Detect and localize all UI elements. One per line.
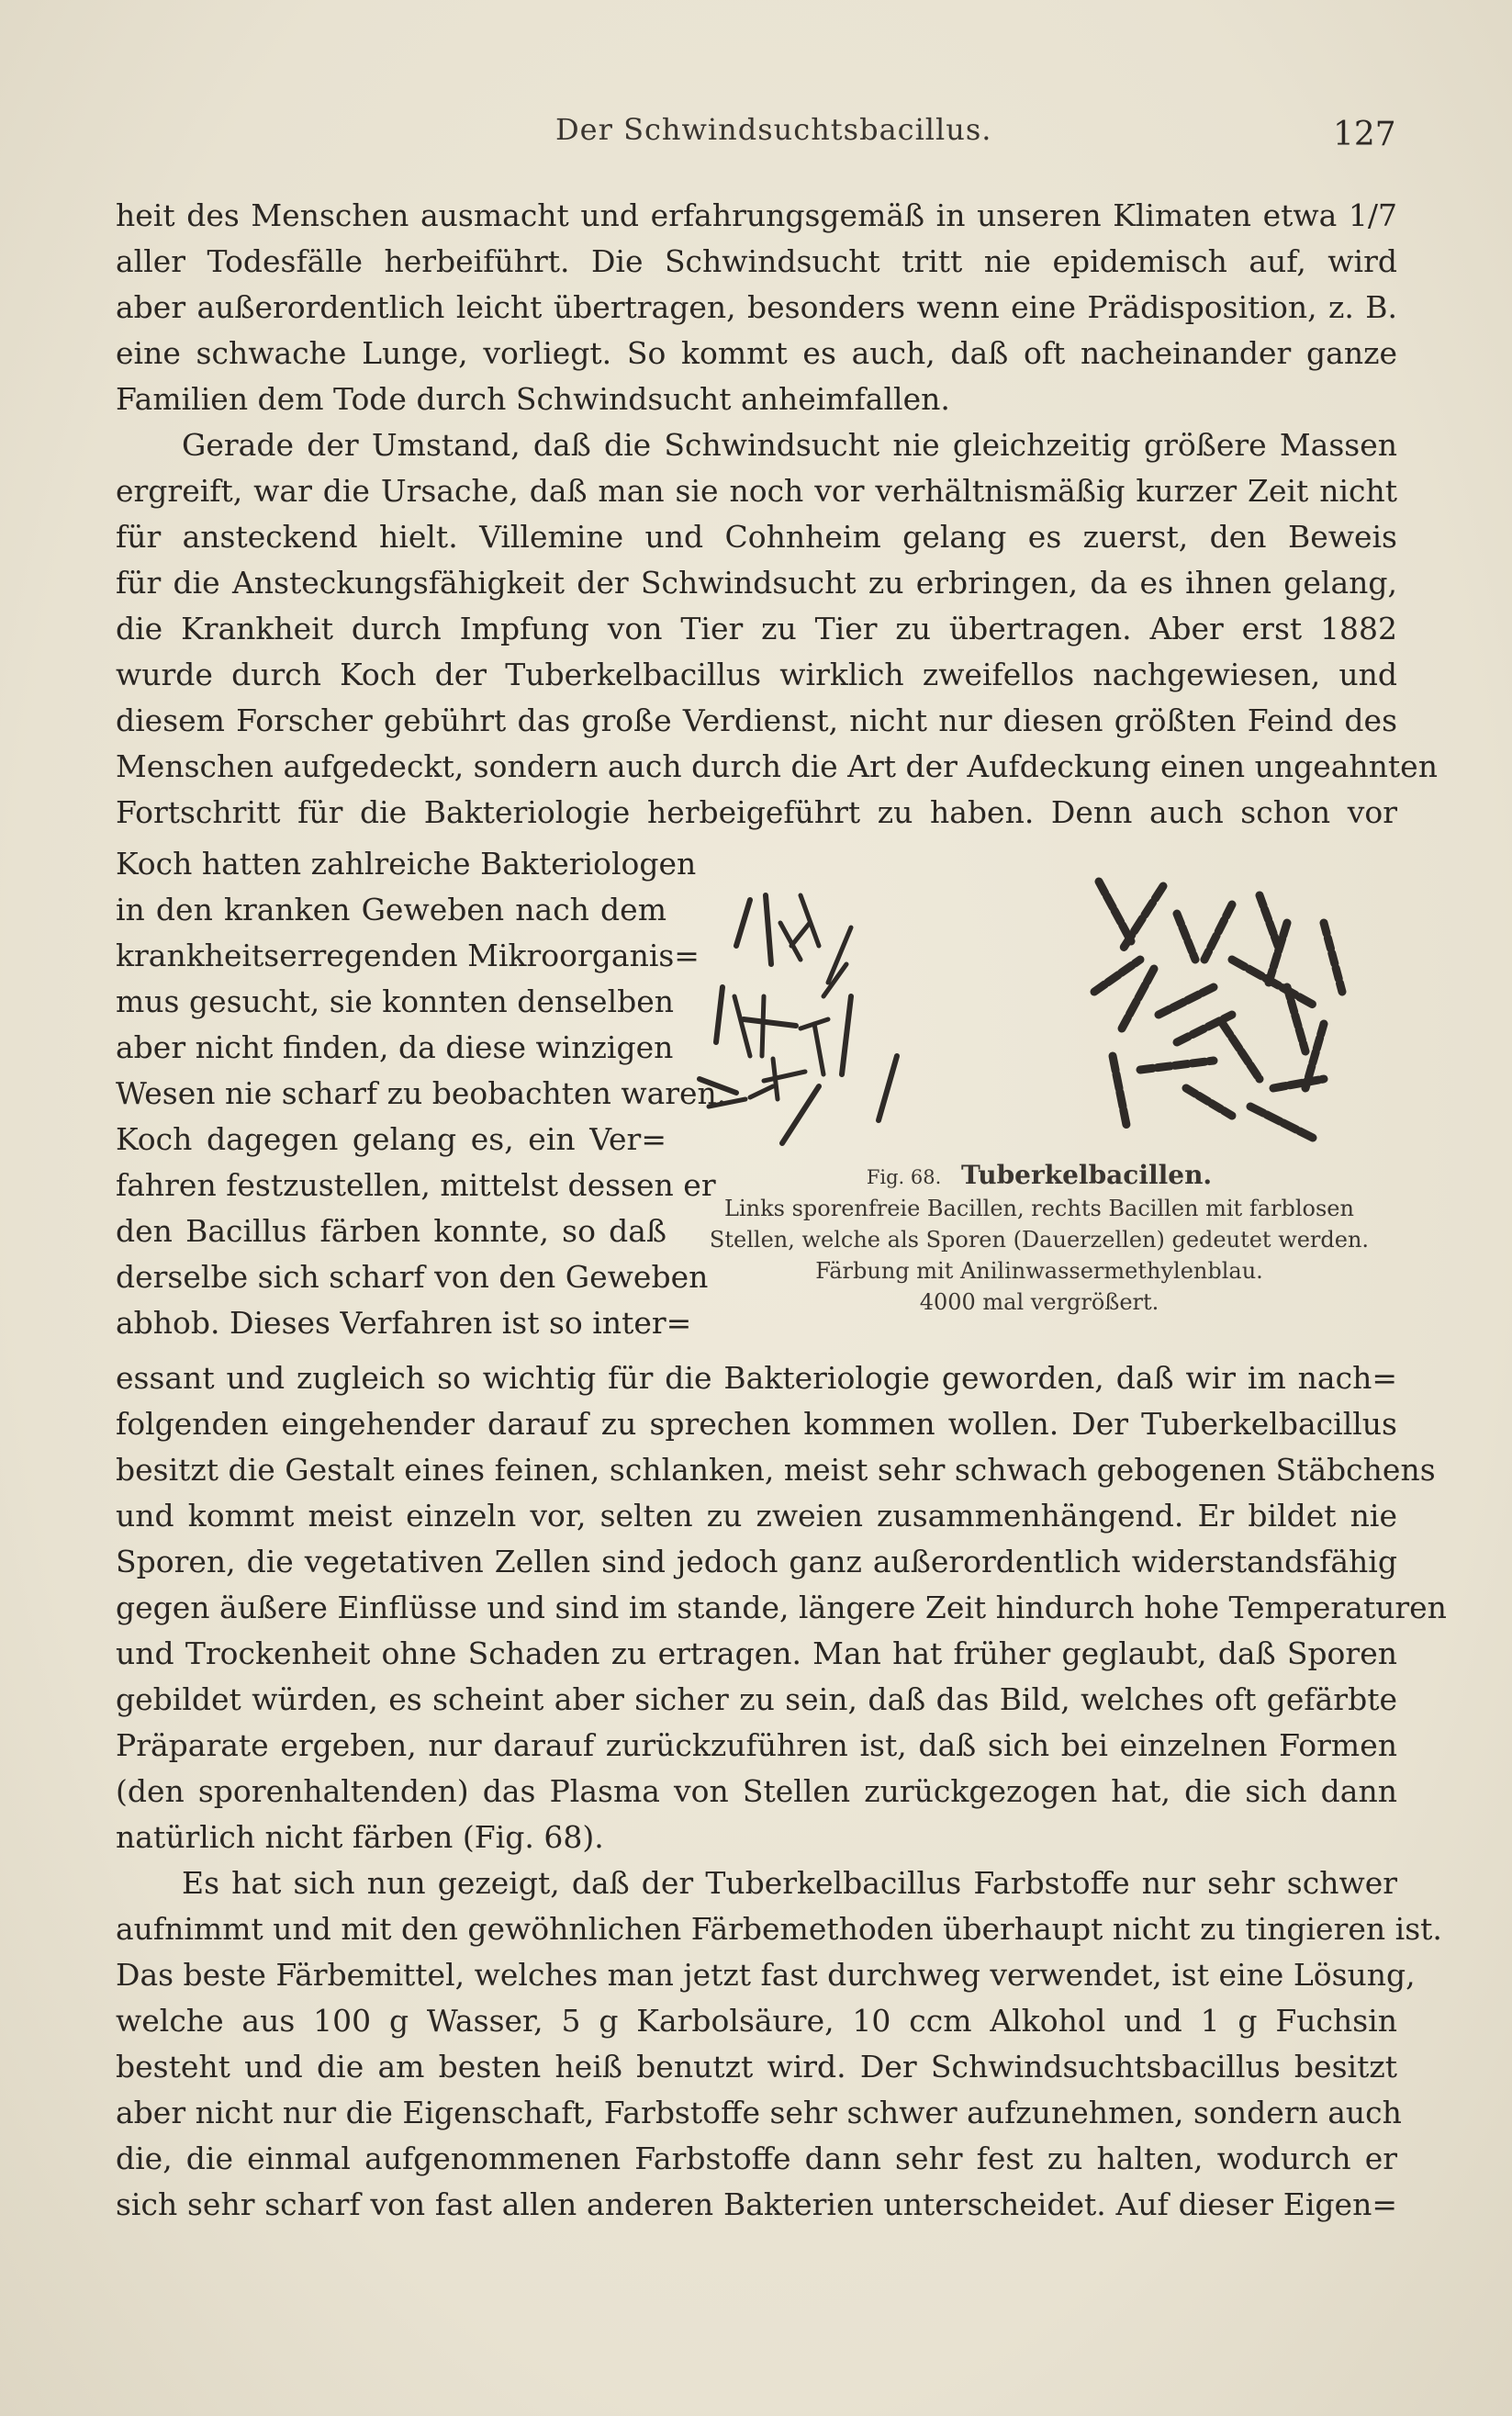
text-line: Fortschritt für die Bakteriologie herbeigeführt zu haben. Denn auch schon vor xyxy=(116,794,1397,830)
text-line: sich sehr scharf von fast allen anderen Bakterien unterscheidet. Auf dieser Eigen= xyxy=(116,2186,1397,2222)
text-line: gebildet würden, es scheint aber sicher zu sein, daß das Bild, welches oft gefärbte xyxy=(116,1681,1397,1717)
running-title: Der Schwindsuchtsbacillus. xyxy=(555,112,992,147)
body-text-bottom xyxy=(116,1355,1447,2228)
body-text-beside-figure xyxy=(116,841,727,1346)
text-line: in den kranken Geweben nach dem xyxy=(116,892,666,927)
figure-caption xyxy=(663,1160,1416,1318)
text-line: Gerade der Umstand, daß die Schwindsucht nie gleichzeitig größere Massen xyxy=(182,427,1397,463)
text-line: essant und zugleich so wichtig für die Bakteriologie geworden, daß wir im nach= xyxy=(116,1360,1397,1396)
text-line: den Bacillus färben konnte, so daß xyxy=(116,1213,666,1249)
text-line: eine schwache Lunge, vorliegt. So kommt es auch, daß oft nacheinander ganze xyxy=(116,335,1397,371)
text-line: aller Todesfälle herbeiführt. Die Schwindsucht tritt nie epidemisch auf, wird xyxy=(116,243,1397,279)
text-line: mus gesucht, sie konnten denselben xyxy=(116,983,675,1019)
page-number: 127 xyxy=(1333,116,1396,153)
text-line: Das beste Färbemittel, welches man jetzt fast durchweg verwendet, ist eine Lösung, xyxy=(116,1957,1416,1993)
text-line: Koch dagegen gelang es, ein Ver= xyxy=(116,1121,666,1157)
text-line: Präparate ergeben, nur darauf zurückzuführen ist, daß sich bei einzelnen Formen xyxy=(116,1727,1397,1763)
text-line: besteht und die am besten heiß benutzt wird. Der Schwindsuchtsbacillus besitzt xyxy=(116,2049,1397,2085)
text-line: natürlich nicht färben (Fig. 68). xyxy=(116,1819,604,1855)
body-text-top xyxy=(116,193,1438,836)
text-line: Koch hatten zahlreiche Bakteriologen xyxy=(116,846,697,882)
left-bacilli-group xyxy=(700,895,897,1143)
text-line: und kommt meist einzeln vor, selten zu zweien zusammenhängend. Er bildet nie xyxy=(116,1498,1397,1534)
running-head xyxy=(0,112,1512,158)
text-line: aber nicht nur die Eigenschaft, Farbstoffe sehr schwer aufzunehmen, sondern auch xyxy=(116,2095,1402,2130)
text-line: die Krankheit durch Impfung von Tier zu Tier zu übertragen. Aber erst 1882 xyxy=(116,611,1397,646)
text-line: derselbe sich scharf von den Geweben xyxy=(116,1259,709,1295)
text-line: Wesen nie scharf zu beobachten waren. xyxy=(116,1075,727,1111)
caption-line: Stellen, welche als Sporen (Dauerzellen) gedeutet werden. xyxy=(709,1227,1370,1253)
text-line: fahren festzustellen, mittelst dessen er xyxy=(116,1167,716,1203)
caption-line: Färbung mit Anilinwassermethylenblau. xyxy=(815,1258,1263,1284)
text-line: Sporen, die vegetativen Zellen sind jedoch ganz außerordentlich widerstandsfähig xyxy=(116,1544,1397,1579)
figure-number: Fig. 68. xyxy=(866,1166,942,1188)
caption-line: 4000 mal vergrößert. xyxy=(919,1289,1159,1315)
text-line: und Trockenheit ohne Schaden zu ertragen. Man hat früher geglaubt, daß Sporen xyxy=(116,1635,1397,1671)
text-line: die, die einmal aufgenommenen Farbstoffe dann sehr fest zu halten, wodurch er xyxy=(116,2141,1397,2176)
bacilli-illustration xyxy=(663,859,1416,1152)
text-line: für ansteckend hielt. Villemine und Cohnheim gelang es zuerst, den Beweis xyxy=(116,519,1397,555)
text-line: diesem Forscher gebührt das große Verdienst, nicht nur diesen größten Feind des xyxy=(116,702,1397,738)
text-line: Menschen aufgedeckt, sondern auch durch die Art der Aufdeckung einen ungeahnten xyxy=(116,748,1438,784)
caption-line: Links sporenfreie Bacillen, rechts Bacillen mit farblosen xyxy=(724,1196,1354,1221)
right-bacilli-group xyxy=(1094,882,1342,1139)
text-line: gegen äußere Einflüsse und sind im stande, längere Zeit hindurch hohe Temperaturen xyxy=(116,1590,1447,1625)
text-line: aufnimmt und mit den gewöhnlichen Färbemethoden überhaupt nicht zu tingieren ist. xyxy=(116,1911,1442,1947)
figure-68 xyxy=(663,859,1416,1345)
text-line: Es hat sich nun gezeigt, daß der Tuberkelbacillus Farbstoffe nur sehr schwer xyxy=(182,1865,1397,1901)
figure-title: Tuberkelbacillen. xyxy=(960,1160,1213,1190)
text-line: heit des Menschen ausmacht und erfahrungsgemäß in unseren Klimaten etwa 1/7 xyxy=(116,197,1397,233)
text-line: besitzt die Gestalt eines feinen, schlanken, meist sehr schwach gebogenen Stäbchens xyxy=(116,1452,1436,1488)
text-line: für die Ansteckungsfähigkeit der Schwindsucht zu erbringen, da es ihnen gelang, xyxy=(116,565,1397,601)
text-line: ergreift, war die Ursache, daß man sie noch vor verhältnismäßig kurzer Zeit nicht xyxy=(116,473,1397,509)
text-line: wurde durch Koch der Tuberkelbacillus wirklich zweifellos nachgewiesen, und xyxy=(116,657,1397,692)
text-line: aber nicht finden, da diese winzigen xyxy=(116,1029,674,1065)
text-line: krankheitserregenden Mikroorganis= xyxy=(116,938,700,973)
text-line: (den sporenhaltenden) das Plasma von Stellen zurückgezogen hat, die sich dann xyxy=(116,1773,1397,1809)
text-line: welche aus 100 g Wasser, 5 g Karbolsäure, 10 ccm Alkohol und 1 g Fuchsin xyxy=(116,2003,1397,2039)
text-line: folgenden eingehender darauf zu sprechen kommen wollen. Der Tuberkelbacillus xyxy=(116,1406,1397,1442)
text-line: aber außerordentlich leicht übertragen, besonders wenn eine Prädisposition, z. B. xyxy=(116,289,1397,325)
text-line: Familien dem Tode durch Schwindsucht anheimfallen. xyxy=(116,381,950,417)
text-line: abhob. Dieses Verfahren ist so inter= xyxy=(116,1305,692,1341)
